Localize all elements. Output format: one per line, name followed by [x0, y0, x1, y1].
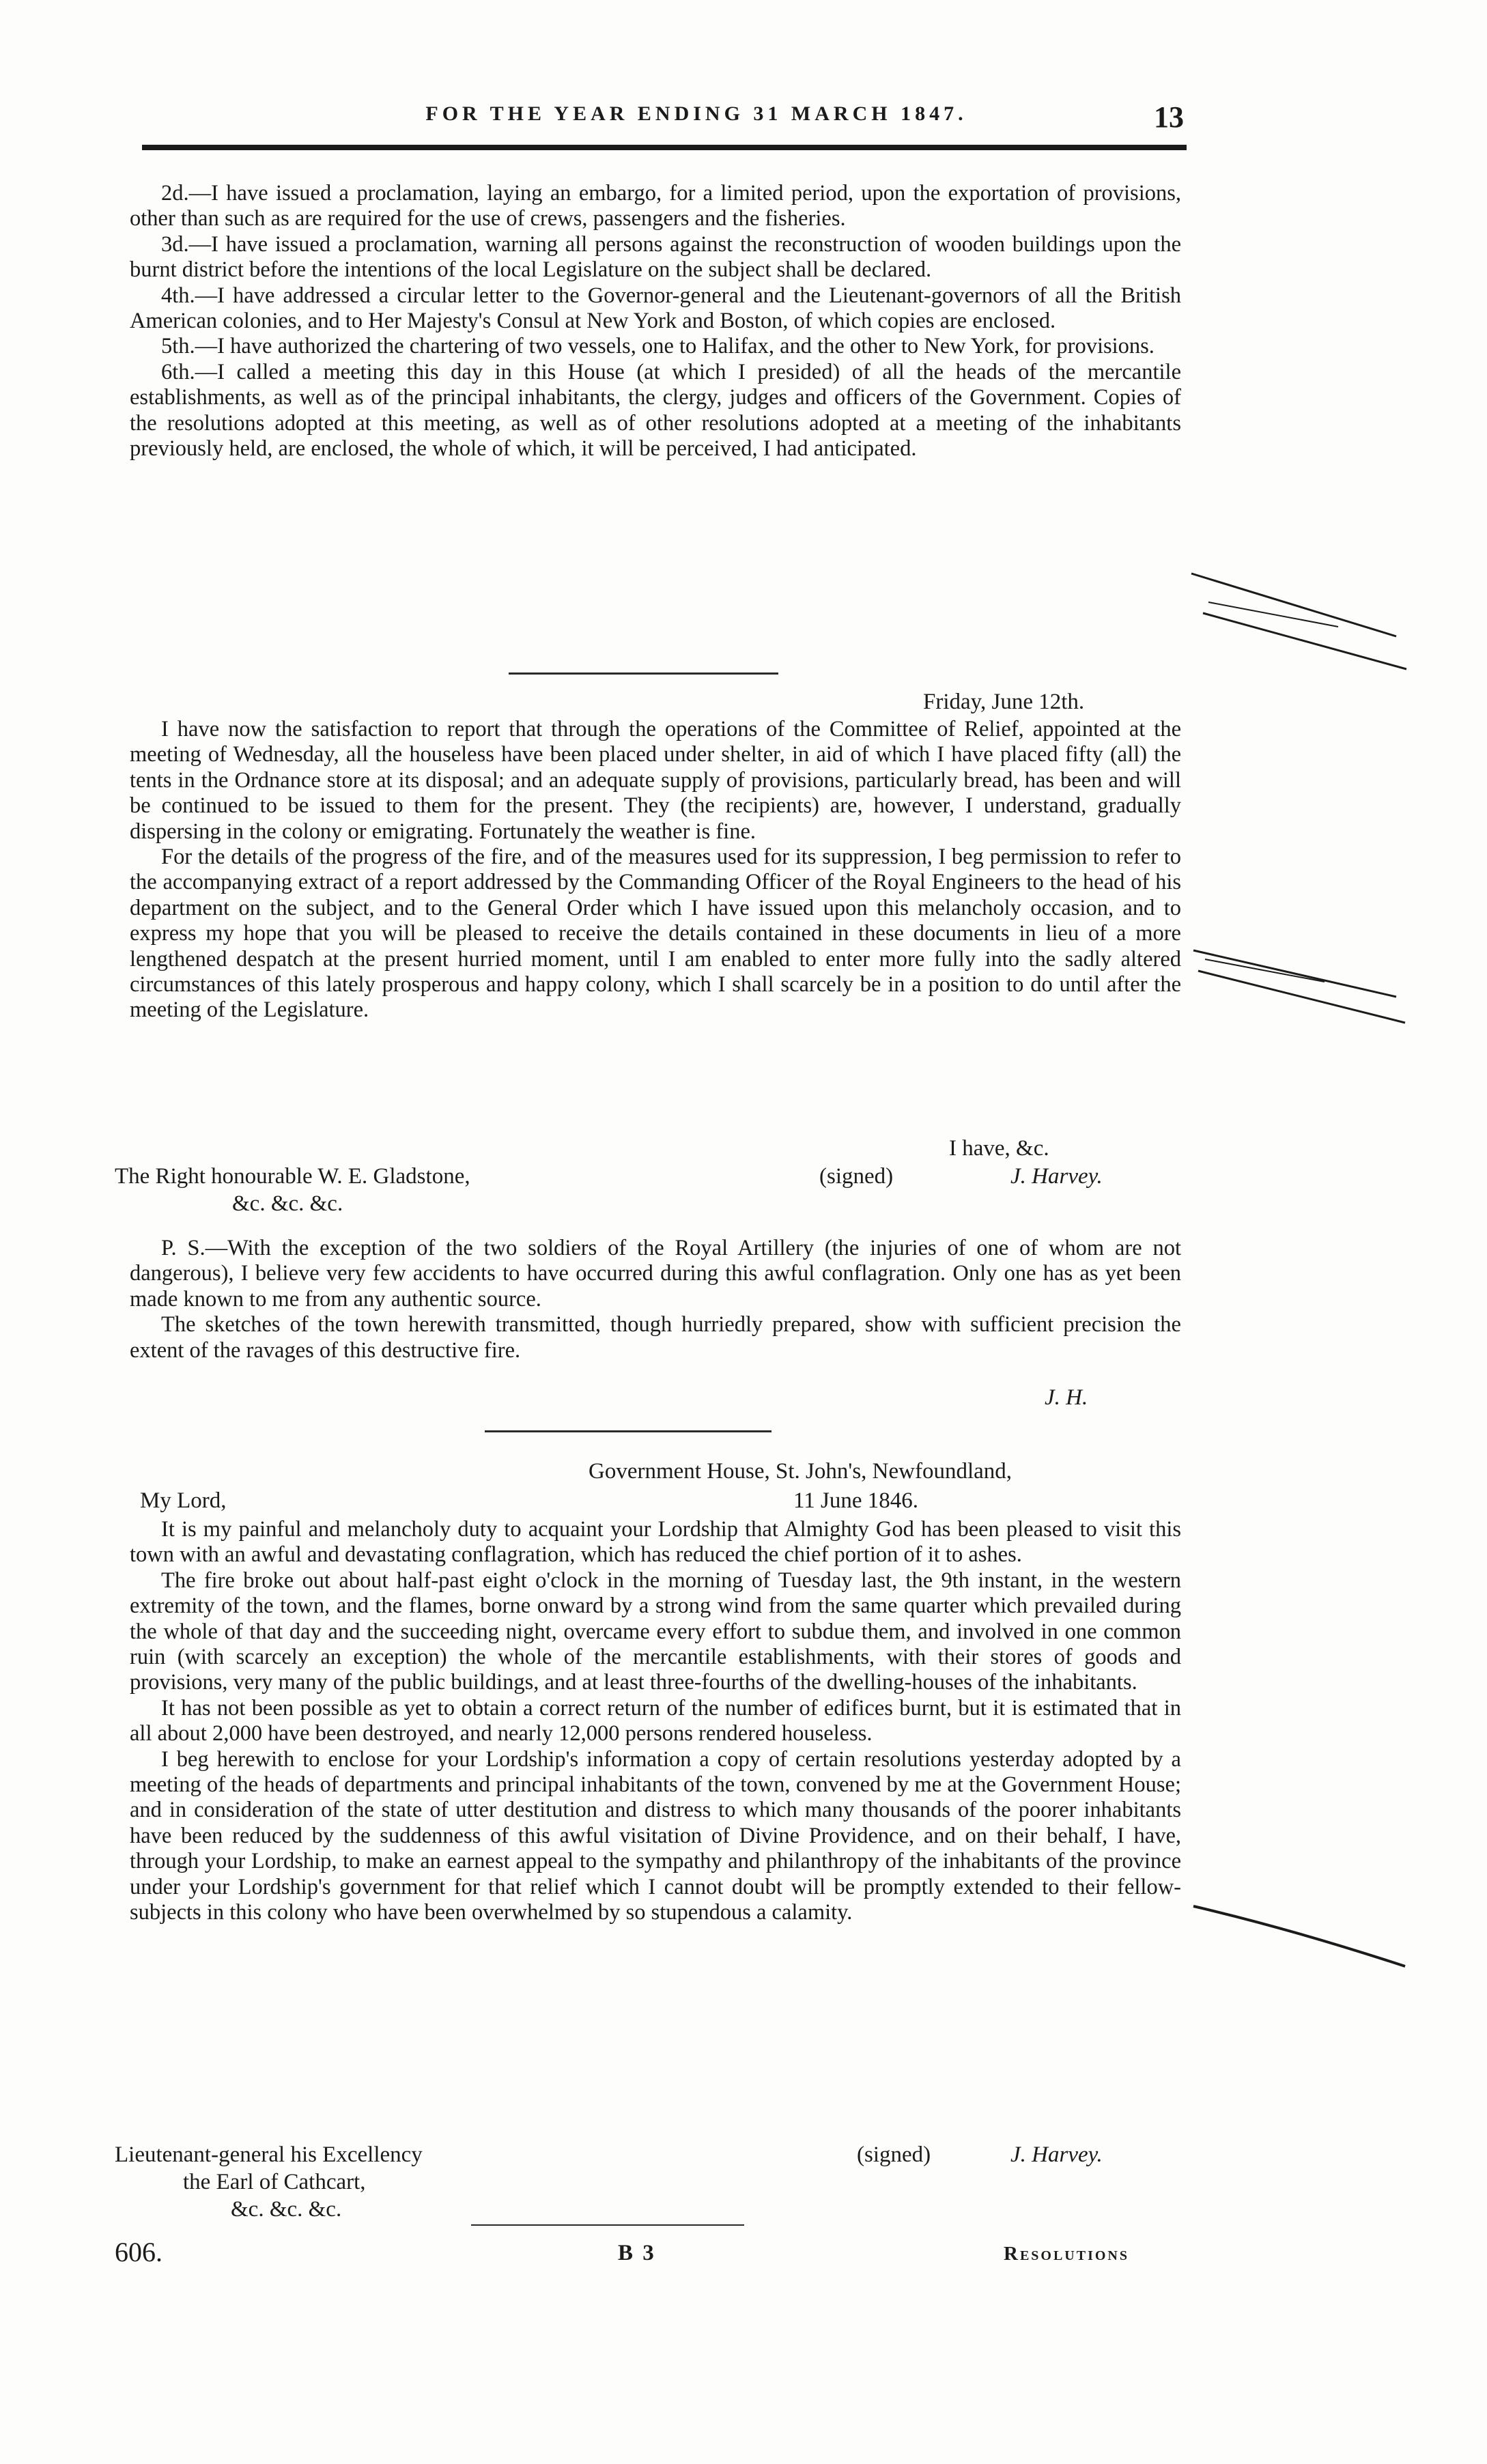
salutation: My Lord, [140, 1488, 227, 1513]
paragraph-5th: 5th.—I have authorized the chartering of two vessels, one to Halifax, and the other to New York, for provisions. [161, 334, 1155, 359]
paragraph-resolutions: I beg herewith to enclose for your Lordship's information a copy of certain resolutions yesterday adopted by a meeting of the heads of departments and principal inhabitants of the town, convened by me at the Government House; and in consideration of the state of utter destitution and distress to which many thousands of the poorer inhabitants have been reduced by the suddenness of this awful visitation of Divine Providence, and on their behalf, I have, through your Lordship, to make an earnest appeal to the sympathy and philanthropy of the inhabitants of the province under your Lordship's government for that relief which I cannot doubt will be promptly extended to their fellow-subjects in this colony who have been overwhelmed by so stupendous a calamity. [130, 1746, 1181, 1925]
footer-signature-mark: B 3 [618, 2241, 656, 2265]
section-letter-to-cathcart [130, 1517, 1181, 1926]
paragraph-3d: 3d.—I have issued a proclamation, warning all persons against the reconstruction of wooden buildings upon the burnt district before the intentions of the local Legislature on the subject shall be declared. [130, 231, 1181, 283]
signature-harvey: J. Harvey. [1010, 1164, 1103, 1189]
page-number: 13 [1154, 100, 1184, 134]
footer-document-number: 606. [115, 2237, 162, 2267]
paragraph-edifices: It has not been possible as yet to obtain a correct return of the number of edifices burnt, but it is estimated that in all about 2,000 have been destroyed, and nearly 12,000 persons rendered houseless. [130, 1695, 1181, 1746]
margin-pen-strokes-1 [1188, 560, 1413, 676]
postscript-paragraph-1: P. S.—With the exception of the two soldiers of the Royal Artillery (the injuries of one of whom are not dangerous), I believe very few accidents to have occurred during this awful conflagration. Only one has as yet been made known to me from any authentic source. [130, 1236, 1181, 1312]
section-numbered-measures [130, 181, 1181, 462]
letter-date: 11 June 1846. [793, 1488, 919, 1513]
initials: J. H. [1045, 1385, 1088, 1410]
signed-label: (signed) [819, 1164, 894, 1189]
postscript [130, 1236, 1181, 1363]
addressee-cathcart-line1: Lieutenant-general his Excellency [115, 2142, 423, 2167]
margin-pen-stroke-3 [1188, 1898, 1413, 1980]
addressee-etc: &c. &c. &c. [232, 1191, 343, 1216]
addressee-gladstone: The Right honourable W. E. Gladstone, [115, 1164, 470, 1189]
date-friday: Friday, June 12th. [923, 690, 1085, 714]
paragraph-painful-duty: It is my painful and melancholy duty to acquaint your Lordship that Almighty God has been pleased to visit this town with an awful and devastating conflagration, which has reduced the chief portion of it to ashes. [130, 1517, 1181, 1568]
margin-pen-strokes-2 [1188, 942, 1413, 1038]
signature-harvey-2: J. Harvey. [1010, 2142, 1103, 2167]
section-divider-2 [485, 1430, 771, 1432]
paragraph-6th: 6th.—I called a meeting this day in this House (at which I presided) of all the heads of the mercantile establishments, as well as of the principal inhabitants, the clergy, judges and officers of the Government. Copies of the resolutions adopted at this meeting, as well as of other resolutions adopted at a meeting of the inhabitants previously held, are enclosed, the whole of which, it will be perceived, I had anticipated. [130, 359, 1181, 462]
signed-label-2: (signed) [857, 2142, 931, 2167]
paragraph-fire-broke-out: The fire broke out about half-past eight o'clock in the morning of Tuesday last, the 9th instant, in the western extremity of the town, and the flames, borne onward by a strong wind from the same quarter which prevailed during the whole of that day and the succeeding night, overcame every effort to subdue them, and involved in one common ruin (with scarcely an exception) the whole of the mercantile establishments, with their stores of goods and provisions, very many of the public buildings, and at least three-fourths of the dwelling-houses of the inhabitants. [130, 1568, 1181, 1695]
section-friday-report [130, 717, 1181, 1023]
closing-i-have: I have, &c. [949, 1136, 1049, 1161]
paragraph-details: For the details of the progress of the fire, and of the measures used for its suppression, I beg permission to refer to the accompanying extract of a report addressed by the Commanding Officer of the Royal Engineers to the head of his department on the subject, and to the General Order which I have issued upon this melancholy occasion, and to express my hope that you will be pleased to receive the details contained in these documents in lieu of a more lengthened despatch at the present hurried moment, until I am enabled to enter more fully into the sadly altered circumstances of this lately prosperous and happy colony, which I shall scarcely be in a position to do until after the meeting of the Legislature. [130, 845, 1181, 1023]
postscript-paragraph-2: The sketches of the town herewith transmitted, though hurriedly prepared, show with sufficient precision the extent of the ravages of this destructive fire. [130, 1312, 1181, 1363]
paragraph-2d: 2d.—I have issued a proclamation, laying an embargo, for a limited period, upon the exportation of provisions, other than such as are required for the use of crews, passengers and the fisheries. [130, 181, 1181, 231]
footer-catchword: Resolutions [1004, 2243, 1129, 2265]
addressee-cathcart-line2: the Earl of Cathcart, [183, 2170, 366, 2194]
closing-rule [471, 2224, 744, 2226]
letter-place: Government House, St. John's, Newfoundland, [589, 1459, 1012, 1484]
running-head: FOR THE YEAR ENDING 31 MARCH 1847. [425, 102, 967, 125]
addressee-cathcart-line3: &c. &c. &c. [231, 2197, 342, 2222]
section-divider [509, 672, 778, 675]
header-rule [142, 145, 1187, 150]
paragraph-relief: I have now the satisfaction to report that through the operations of the Committee of Relief, appointed at the meeting of Wednesday, all the houseless have been placed under shelter, in aid of which I have placed fifty (all) the tents in the Ordnance store at its disposal; and an adequate supply of provisions, particularly bread, has been and will be continued to be issued to them for the present. They (the recipients) are, however, I understand, gradually dispersing in the colony or emigrating. Fortunately the weather is fine. [130, 717, 1181, 844]
paragraph-4th: 4th.—I have addressed a circular letter to the Governor-general and the Lieutenant-governors of all the British American colonies, and to Her Majesty's Consul at New York and Boston, of which copies are enclosed. [130, 283, 1181, 334]
